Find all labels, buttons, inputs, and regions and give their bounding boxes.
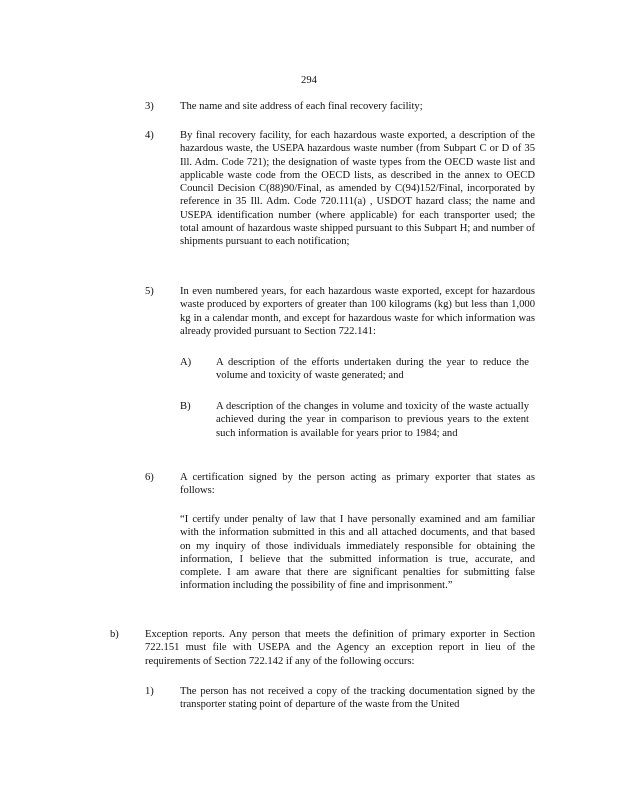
item-text: In even numbered years, for each hazardous waste exported, except for hazardous waste produced by exporters of greater than 100 kilograms (kg) but less than 1,000 kg in a calendar month, and except for hazardous waste for which information was already provided pursuant to Section 722.141: <box>180 286 535 337</box>
item-text: Exception reports. Any person that meets the definition of primary exporter in Section 722.151 must file with USEPA and the Agency an exception report in lieu of the requirements of Section 722.142 if any of the following occurs: <box>145 629 535 667</box>
item-label: 4) <box>145 130 154 141</box>
item-label: 5) <box>145 286 154 297</box>
item-text: The name and site address of each final recovery facility; <box>180 101 423 112</box>
certification-quote: “I certify under penalty of law that I have personally examined and am familiar with the information submitted in this and all attached documents, and that based on my inquiry of those individuals immediately responsible for obtaining the information, I believe that the submitted information is true, accurate, and complete. I am aware that there are significant penalties for submitting false information including the possibility of fine and imprisonment.” <box>180 514 535 592</box>
page-number: 294 <box>301 75 317 86</box>
item-label: A) <box>180 357 192 368</box>
item-text: By final recovery facility, for each hazardous waste exported, a description of the hazardous waste, the USEPA hazardous waste number (from Subpart C or D of 35 Ill. Adm. Code 721); the designation of waste types from the OECD waste list and applicable waste code from the OECD lists, as described in the annex to OECD Council Decision C(88)90/Final, as amended by C(94)152/Final, incorporated by reference in 35 Ill. Adm. Code 720.111(a) , USDOT hazard class; the name and USEPA identification number (where applicable) for each transporter used; the total amount of hazardous waste shipped pursuant to this Subpart H; and number of shipments pursuant to each notification; <box>180 130 535 248</box>
item-text: A certification signed by the person acting as primary exporter that states as follows: <box>180 472 535 497</box>
item-text: A description of the changes in volume and toxicity of the waste actually achieved during the year in comparison to previous years to the extent such information is available for years prior to 1984; and <box>216 401 529 439</box>
item-text: The person has not received a copy of the tracking documentation signed by the transporter stating point of departure of the waste from the United <box>180 686 535 711</box>
item-text: A description of the efforts undertaken during the year to reduce the volume and toxicity of waste generated; and <box>216 357 529 382</box>
item-label: 6) <box>145 472 154 483</box>
item-label: B) <box>180 401 191 412</box>
item-label: b) <box>110 629 119 640</box>
item-label: 3) <box>145 101 154 112</box>
item-label: 1) <box>145 686 154 697</box>
